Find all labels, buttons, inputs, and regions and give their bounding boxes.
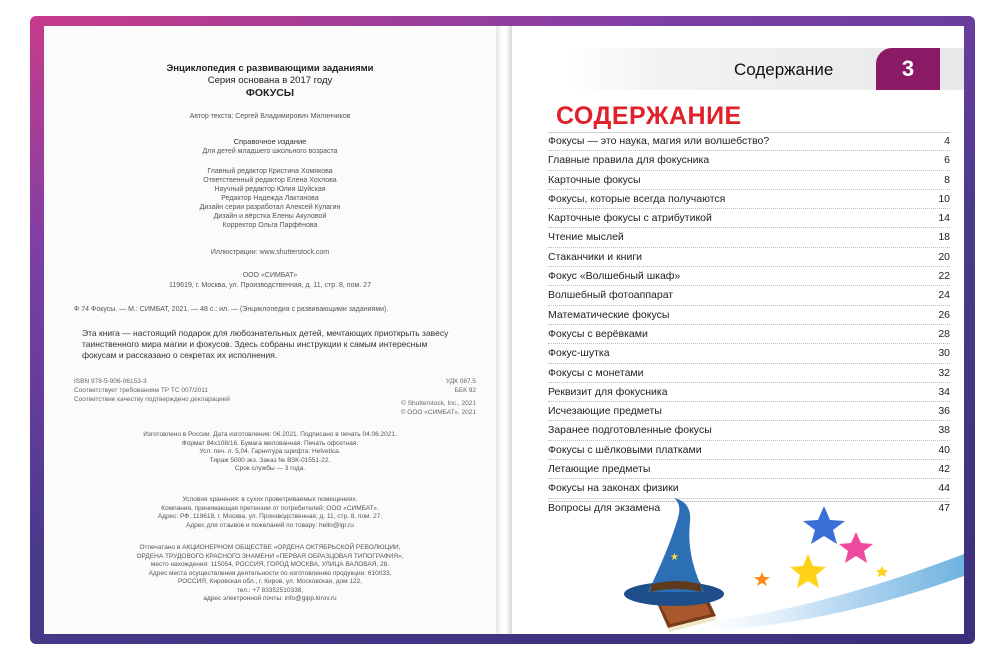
- toc-item: [548, 383, 950, 402]
- toc-item-label: Стаканчики и книги: [548, 250, 643, 263]
- toc-item: [548, 151, 950, 170]
- toc-item-label: Фокус «Волшебный шкаф»: [548, 270, 681, 283]
- toc-item-label: Карточные фокусы: [548, 173, 641, 186]
- bbk-line: ББК 92: [454, 387, 476, 394]
- edition-type: Справочное издание: [233, 137, 307, 146]
- magic-illustration: [612, 496, 964, 634]
- credit-line: Дизайн и вёрстка Елены Акуловой: [213, 213, 327, 220]
- print-info-line: Усл. печ. л. 5,04. Гарнитура шрифта: Helvetica.: [199, 448, 341, 455]
- printer-info-line: Отпечатано в АКЦИОНЕРНОМ ОБЩЕСТВЕ «ОРДЕНА ОКТЯБРЬСКОЙ РЕВОЛЮЦИИ,: [139, 544, 401, 551]
- printer-info-line: Адрес места осуществления деятельности по изготовлению продукции: 610033,: [148, 569, 392, 577]
- toc-item-page: 8: [944, 173, 950, 186]
- credit-line: Дизайн серии разработал Алексей Кулагин: [199, 204, 341, 211]
- storage-info-line: Адрес для отзывов и пожеланий по товару: hello@igr.ru: [186, 521, 354, 529]
- toc-item-page: 14: [938, 212, 950, 225]
- toc-item: [548, 286, 950, 305]
- toc-item-page: 30: [938, 347, 950, 360]
- toc-item-page: 44: [938, 482, 950, 495]
- toc-item-page: 36: [938, 405, 950, 418]
- toc-item-label: Математические фокусы: [548, 308, 670, 321]
- printer-info: [44, 544, 496, 604]
- toc-item: [548, 190, 950, 209]
- toc-item: [548, 402, 950, 421]
- toc-item-page: 47: [938, 501, 950, 514]
- printer-info-line: адрес электронной почты: info@gipp.kirov.ru: [203, 595, 337, 602]
- toc-item-label: Фокусы с монетами: [548, 366, 644, 379]
- toc-item: [548, 344, 950, 363]
- toc-item-page: 24: [938, 289, 950, 302]
- book-gutter: [496, 26, 512, 634]
- toc-item-page: 34: [938, 385, 950, 398]
- toc-item: [548, 441, 950, 460]
- toc-item-page: 20: [938, 250, 950, 263]
- toc-item-page: 40: [938, 443, 950, 456]
- toc-item-label: Вопросы для экзамена: [548, 501, 661, 514]
- credit-line: Ответственный редактор Елена Хохлова: [203, 177, 337, 184]
- toc-item: [548, 228, 950, 247]
- storage-info: [44, 496, 496, 530]
- toc-item-label: Карточные фокусы с атрибутикой: [548, 212, 712, 225]
- storage-info-line: Условия хранения: в сухих проветриваемых помещениях.: [182, 496, 358, 503]
- toc-item-page: 18: [938, 231, 950, 244]
- credit-line: Редактор Надежда Лактанова: [221, 195, 319, 202]
- toc-item-label: Фокусы с шёлковыми платками: [548, 443, 702, 456]
- toc-item: [548, 364, 950, 383]
- page-number-tab: 3: [876, 48, 940, 90]
- series-since: Серия основана в 2017 году: [207, 75, 333, 86]
- toc-item-page: 22: [938, 270, 950, 283]
- print-info-line: Формат 84x108/16. Бумага мелованная. Печать офсетная.: [181, 439, 359, 447]
- toc-item-label: Реквизит для фокусника: [548, 385, 668, 398]
- svg-text:★: ★: [670, 552, 679, 563]
- toc-item: [548, 248, 950, 267]
- toc-item-label: Чтение мыслей: [548, 231, 624, 244]
- toc-item: [548, 421, 950, 440]
- toc-item: [548, 306, 950, 325]
- toc-item: [548, 460, 950, 479]
- toc-item-label: Фокусы на законах физики: [548, 482, 679, 495]
- printer-info-line: место нахождения: 115054, РОССИЯ, ГОРОД МОСКВА, УЛИЦА ВАЛОВАЯ, 28.: [150, 561, 390, 568]
- toc-item: [548, 209, 950, 228]
- publisher-address: 119619, г. Москва, ул. Производственная, д. 11, стр. 8, пом. 27: [169, 282, 371, 289]
- illustrations-credit: Иллюстрации: www.shutterstock.com: [210, 249, 330, 256]
- quality-line: Соответствие качеству подтверждено декларацией: [74, 396, 230, 403]
- toc-item-page: 26: [938, 308, 950, 321]
- storage-info-line: Адрес: РФ, 119619, г. Москва, ул. Производственная, д. 11, стр. 8, пом. 27.: [157, 513, 383, 520]
- toc-item: [548, 267, 950, 286]
- author-line: Автор текста: Сергей Владимирович Милянчиков: [189, 113, 351, 120]
- series-title: Энциклопедия с развивающими заданиями: [166, 63, 374, 74]
- toc-item-label: Фокусы с верёвками: [548, 327, 648, 340]
- header-title: Содержание: [734, 60, 834, 79]
- toc-item-label: Главные правила для фокусника: [548, 154, 710, 167]
- toc-item-label: Заранее подготовленные фокусы: [548, 424, 712, 437]
- toc-item: [548, 132, 950, 151]
- book-cover: [30, 16, 975, 644]
- contents-heading: СОДЕРЖАНИЕ: [556, 102, 742, 130]
- toc-item-page: 38: [938, 424, 950, 437]
- toc-item-label: Волшебный фотоаппарат: [548, 289, 674, 302]
- toc-item-page: 10: [938, 192, 950, 205]
- print-info-line: Тираж 5000 экз. Заказ № ВЗК-01551-22.: [209, 456, 331, 464]
- credit-line: Научный редактор Юлия Шуйская: [214, 186, 326, 193]
- printer-info-line: РОССИЯ, Кировская обл., г. Киров, ул. Московская, дом 122,: [177, 578, 363, 585]
- toc-item: [548, 325, 950, 344]
- book-description: Эта книга — настоящий подарок для любознательных детей, мечтающих приоткрыть завесу таинственного мира магии и фокусов. Здесь собраны инструкции к самым интересным фокусам и рассказано о секретах их исполнения.: [82, 328, 449, 360]
- toc-item-page: 4: [944, 135, 950, 147]
- print-info: [44, 431, 496, 474]
- left-page-imprint: [44, 26, 496, 634]
- right-page-contents: [512, 26, 964, 634]
- audience-line: Для детей младшего школьного возраста: [202, 148, 338, 155]
- wizard-hat-icon: [624, 498, 724, 606]
- toc-item-label: Исчезающие предметы: [548, 405, 662, 418]
- star-icon: [754, 506, 888, 588]
- copyright-line: © ООО «СИМБАТ», 2021: [400, 409, 476, 416]
- copyright-line: © Shutterstock, Inc., 2021: [401, 400, 476, 407]
- credit-line: Главный редактор Кристина Хомякова: [207, 168, 333, 175]
- publisher-name: ООО «СИМБАТ»: [242, 272, 298, 279]
- toc-item-label: Фокусы — это наука, магия или волшебство?: [548, 135, 770, 147]
- toc-item-page: 42: [938, 463, 950, 476]
- print-info-line: Срок службы — 3 года.: [234, 465, 306, 472]
- toc-item: [548, 171, 950, 190]
- toc-list: [548, 132, 950, 517]
- printer-info-line: ОРДЕНА ТРУДОВОГО КРАСНОГО ЗНАМЕНИ «ПЕРВАЯ ОБРАЗЦОВАЯ ТИПОГРАФИЯ»,: [136, 552, 404, 560]
- credits-list: [44, 167, 496, 230]
- udk-line: УДК 087.5: [445, 378, 476, 385]
- isbn: ISBN 978-5-906-06153-3: [74, 378, 147, 385]
- printer-info-line: тел.: +7 83352510338,: [236, 586, 304, 594]
- catalog-line: Ф 74 Фокусы. — М.: СИМБАТ, 2021. — 48 с.: ил. — (Энциклопедия с развивающими заданиями).: [74, 306, 389, 313]
- print-info-line: Изготовлено в России. Дата изготовления: 06.2021. Подписано в печать 04.06.2021.: [143, 431, 397, 438]
- toc-item-page: 32: [938, 366, 950, 379]
- book-title: ФОКУСЫ: [245, 87, 295, 99]
- toc-item-label: Летающие предметы: [548, 463, 651, 476]
- toc-item-page: 28: [938, 327, 950, 340]
- toc-item-label: Фокусы, которые всегда получаются: [548, 192, 726, 205]
- toc-item-label: Фокус-шутка: [548, 347, 610, 360]
- storage-info-line: Компания, принимающая претензии от потребителей: ООО «СИМБАТ».: [161, 504, 379, 512]
- toc-item-page: 6: [944, 154, 950, 167]
- credit-line: Корректор Ольга Парфёнова: [222, 222, 318, 229]
- conformity-line: Соответствует требованиям ТР ТС 007/2011: [74, 387, 209, 394]
